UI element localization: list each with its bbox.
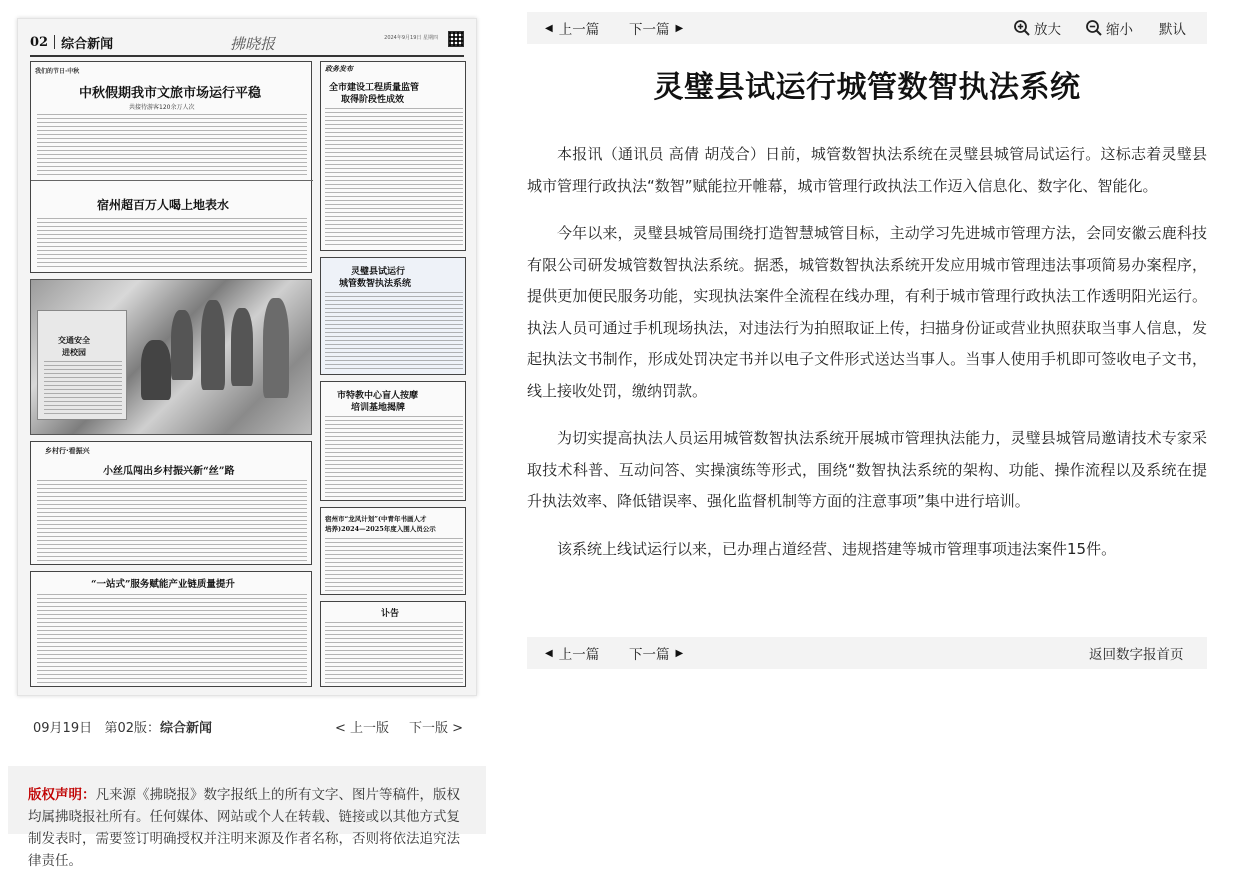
next-article-button[interactable] [629,12,683,44]
prev-article-button[interactable] [545,637,599,669]
story-headline: 灵璧县试运行 [351,267,406,277]
story-divider [31,180,313,181]
zoom-in-label: 放大 [1034,22,1061,38]
back-to-home-link[interactable] [1089,637,1184,669]
story-text-block [37,594,307,684]
story-text-block [325,292,463,372]
story-headline: “一站式”服务赋能产业链质量提升 [91,579,235,590]
story-box-gov-release[interactable] [320,61,466,251]
story-box-one-stop[interactable] [30,571,312,687]
article-title: 灵璧县试运行城管数智执法系统 [653,70,1081,105]
edition-prefix: 第02版： [104,721,161,736]
story-text-block [325,416,463,498]
story-headline: 宿州市“龙风计划”(中青年书画人才 [325,515,427,523]
story-box-midautumn[interactable] [30,61,312,273]
article-paragraph: 本报讯（通讯员 高倩 胡茂合）日前，城管数智执法系统在灵璧县城管局试运行。这标志着灵璧县城市管理行政执法“数智”赋能拉开帷幕，城市管理行政执法工作迈入信息化、数字化、智能化。 [527,145,1207,195]
story-text-block [325,108,463,246]
article-paragraph: 该系统上线试运行以来，已办理占道经营、违规搭建等城市管理事项违法案件15件。 [557,539,1117,558]
next-article-label: 下一篇 [629,647,670,663]
back-to-home-label: 返回数字报首页 [1089,647,1184,663]
prev-article-button[interactable] [545,12,599,44]
story-headline: 中秋假期我市文旅市场运行平稳 [79,86,262,101]
triangle-right-icon: ▶ [675,647,684,659]
story-text-block [325,622,463,684]
story-headline: 培训基地揭牌 [351,403,406,413]
zoom-out-label: 缩小 [1106,22,1133,38]
zoom-out-icon [1085,19,1103,37]
newspaper-masthead: 拂晓报 [230,35,276,53]
article-paragraph: 为切实提高执法人员运用城管数智执法系统开展城市管理执法能力，灵璧县城管局邀请技术专家采取技术科普、互动问答、实操演练等形式，围绕“数智执法系统的架构、功能、操作流程以及系统在提升执法效率、降低错误率、强化监督机制等方面的注意事项”集中进行培训。 [527,429,1207,510]
triangle-right-icon: ▶ [675,22,684,34]
prev-edition-link[interactable]: < 上一版 [334,721,389,736]
edition-name: 综合新闻 [160,721,213,736]
copyright-label: 版权声明： [28,787,96,803]
next-article-button[interactable] [629,637,683,669]
newspaper-section-name: 综合新闻 [61,36,114,52]
article-paragraph: 今年以来，灵璧县城管局围绕打造智慧城管目标，主动学习先进城市管理方法，会同安徽云鹿科技有限公司研发城管数智执法系统。据悉，城管数智执法系统开发应用城市管理违法事项简易办案程序，提供更加便民服务功能，实现执法案件全流程在线办理，有利于城市管理行政执法工作透明阳光运行。执法人员可通过手机现场执法，对违法行为拍照取证上传，扫描身份证或营业执照获取当事人信息，发起执法文书制作，形成处罚决定书并以电子文件形式送达当事人。当事人使用手机即可签收电子文书，线上接收处罚，缴纳罚款。 [527,224,1207,400]
story-subheadline: 共接待游客120余万人次 [129,104,195,111]
story-kicker: 我们的节日·中秋 [35,68,80,75]
edition-date: 09月19日 [33,721,93,736]
story-box-lingbi[interactable] [320,257,466,375]
article-body [527,139,1207,619]
photo-caption: 交通安全 [58,335,90,345]
next-article-label: 下一篇 [629,22,670,38]
newspaper-date-line: 2024年9月19日 星期四 [384,35,438,41]
story-headline: 取得阶段性成效 [341,95,405,105]
story-box-talent[interactable] [320,507,466,595]
story-text-block [325,538,463,592]
zoom-in-button[interactable] [1013,12,1061,44]
story-headline: 全市建设工程质量监管 [329,83,420,93]
triangle-left-icon: ◀ [545,647,553,659]
news-photo[interactable] [30,279,312,435]
prev-article-label: 上一篇 [558,647,600,663]
prev-article-label: 上一篇 [558,22,600,38]
triangle-left-icon: ◀ [545,22,553,34]
next-edition-link[interactable]: 下一版 > [408,721,463,736]
story-box-blind-massage[interactable] [320,381,466,501]
story-headline: 市特教中心盲人按摩 [337,391,419,401]
newspaper-page-number: 02 [30,34,49,50]
photo-caption-box [37,310,127,420]
story-headline: 培养)2024—2025年度入围人员公示 [325,525,436,533]
default-size-button[interactable] [1159,12,1186,44]
edition-nav [33,717,463,735]
default-size-label: 默认 [1159,22,1186,38]
story-box-notice[interactable] [320,601,466,687]
article-toolbar-top [527,12,1207,44]
zoom-in-icon [1013,19,1031,37]
zoom-out-button[interactable] [1085,12,1133,44]
photo-caption: 进校园 [62,347,86,357]
story-headline: 讣告 [381,609,400,619]
story-headline: 小丝瓜闯出乡村振兴新“丝”路 [103,466,235,477]
story-text-block [37,114,307,176]
newspaper-page-body [30,61,464,685]
header-divider [54,35,55,49]
story-text-block [37,218,307,270]
article-toolbar-bottom [527,637,1207,669]
section-tag: 政务发布 [325,65,353,73]
edition-info [33,717,212,736]
photo-caption-text [44,361,122,415]
qr-code-icon [448,31,464,47]
story-text-block [37,480,307,562]
newspaper-page-thumbnail[interactable] [17,18,477,696]
story-box-rural[interactable] [30,441,312,565]
story-headline: 城管数智执法系统 [339,279,412,289]
copyright-notice [8,766,486,869]
story-headline: 宿州超百万人喝上地表水 [97,198,230,212]
section-tag: 乡村行·看振兴 [45,447,90,455]
newspaper-page-header [30,29,464,57]
copyright-text: 凡来源《拂晓报》数字报纸上的所有文字、图片等稿件，版权均属拂晓报社所有。任何媒体、网站或个人在转载、链接或以其他方式复制发表时，需要签订明确授权并注明来源及作者名称，否则将依法追究法律责任。 [28,787,460,869]
